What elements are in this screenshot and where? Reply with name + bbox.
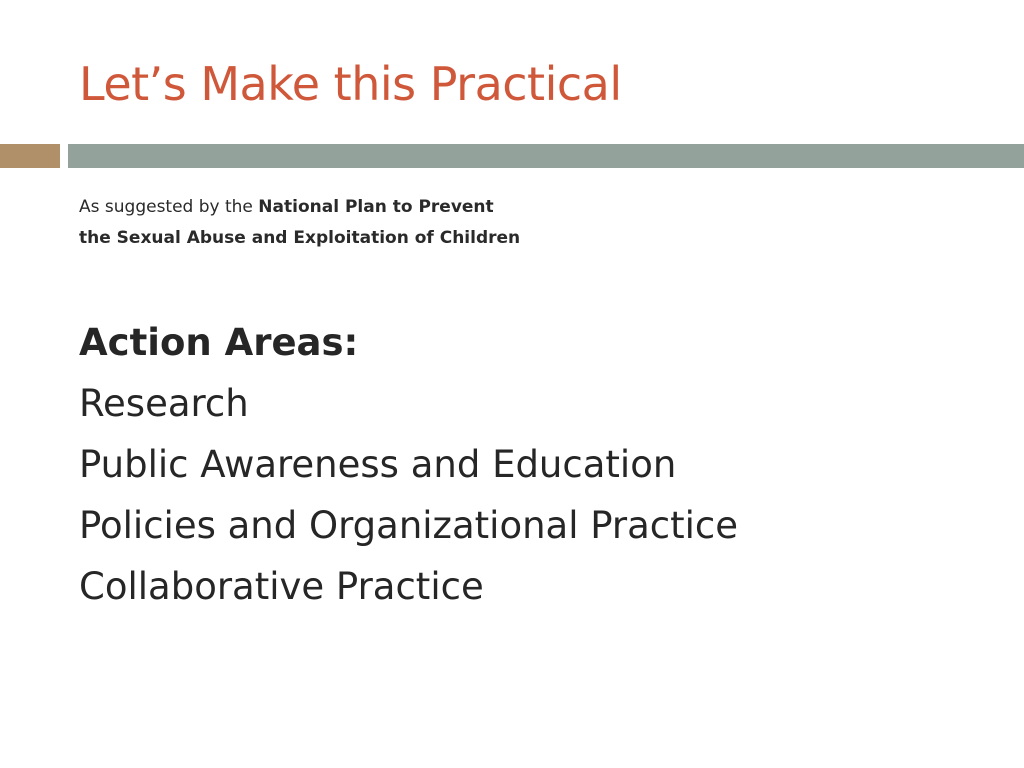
action-area-public-awareness: Public Awareness and Education <box>79 443 677 486</box>
action-areas-list <box>79 312 738 617</box>
slide-title: Let’s Make this Practical <box>79 57 622 111</box>
plan-name-part-2: the Sexual Abuse and Exploitation of Children <box>79 228 521 248</box>
intro-text <box>79 192 520 254</box>
action-areas-heading: Action Areas: <box>79 321 359 364</box>
plan-name-part-1: National Plan to Prevent <box>258 197 494 217</box>
intro-line-1 <box>79 192 520 223</box>
accent-bar <box>0 144 60 168</box>
action-area-collaborative: Collaborative Practice <box>79 565 484 608</box>
action-area-policies: Policies and Organizational Practice <box>79 504 739 547</box>
intro-prefix: As suggested by the <box>79 197 259 217</box>
divider-bar <box>68 144 1024 168</box>
action-area-research: Research <box>79 382 249 425</box>
intro-line-2 <box>79 223 520 254</box>
